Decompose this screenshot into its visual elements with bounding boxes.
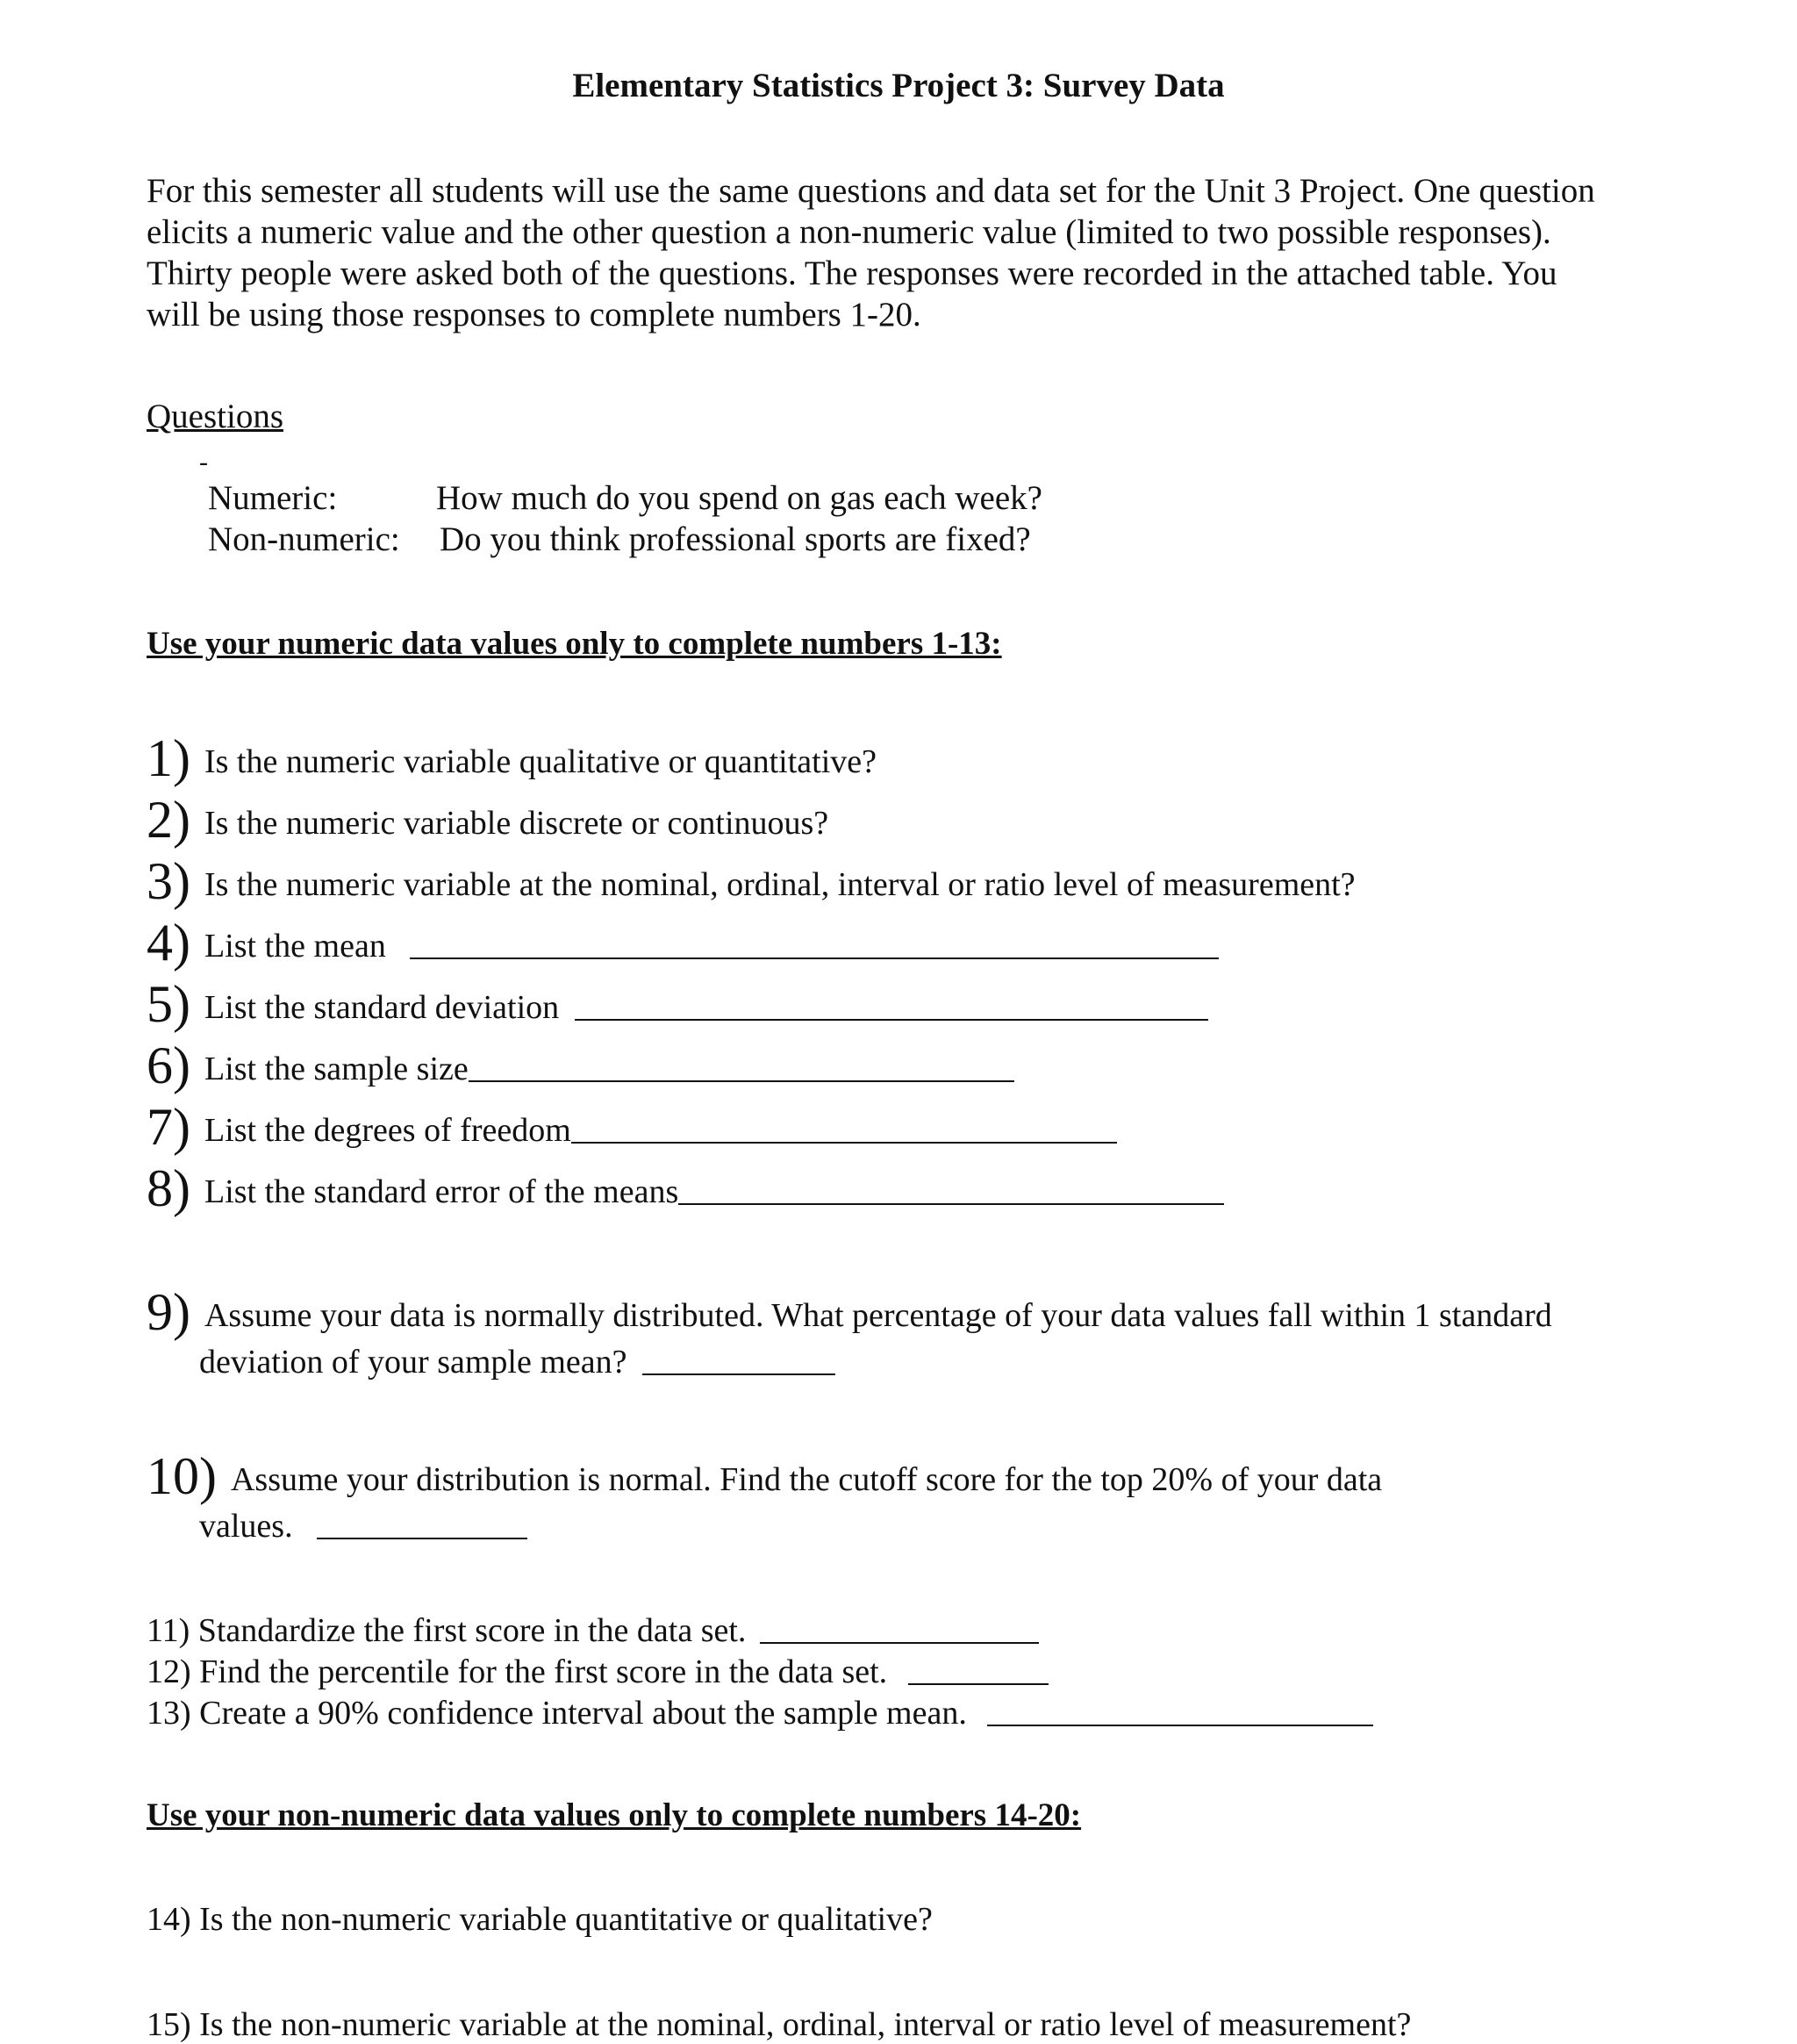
intro-line: Thirty people were asked both of the questions. The responses were recorded in the attached table. You (147, 255, 1557, 292)
question-9-continued (199, 1343, 835, 1381)
question-number: 7) (147, 1098, 190, 1156)
question-number: 3) (147, 852, 190, 910)
question-text: Is the numeric variable at the nominal, ordinal, interval or ratio level of measurement? (204, 866, 1356, 903)
intro-line: For this semester all students will use the same questions and data set for the Unit 3 Project. One question (147, 172, 1595, 210)
question-10 (147, 1446, 1382, 1507)
question-7 (147, 1097, 1117, 1158)
question-text: List the standard error of the means (204, 1173, 679, 1210)
intro-line: will be using those responses to complete numbers 1-20. (147, 296, 921, 333)
answer-blank-std-error[interactable] (678, 1177, 1224, 1205)
question-number: 4) (147, 914, 190, 972)
question-14: 14) Is the non-numeric variable quantitative or qualitative? (147, 1901, 933, 1938)
nonnumeric-heading: Use your non-numeric data values only to complete numbers 14-20: (147, 1797, 1082, 1833)
answer-blank-sample-size[interactable] (469, 1054, 1014, 1082)
intro-paragraph (147, 170, 1595, 335)
answer-blank-confidence-interval[interactable] (987, 1698, 1373, 1726)
answer-blank-percentage[interactable] (642, 1347, 835, 1375)
question-text: values. (199, 1508, 293, 1545)
question-text: List the mean (204, 928, 386, 965)
question-4 (147, 913, 1219, 973)
question-number: 10) (147, 1447, 217, 1505)
question-text: 13) Create a 90% confidence interval about the sample mean. (147, 1695, 967, 1732)
question-text: deviation of your sample mean? (199, 1344, 627, 1381)
question-text: List the sample size (204, 1051, 469, 1087)
question-text: List the degrees of freedom (204, 1112, 571, 1149)
question-1 (147, 728, 877, 789)
question-text: Assume your distribution is normal. Find the cutoff score for the top 20% of your data (230, 1461, 1383, 1498)
question-number: 5) (147, 975, 190, 1033)
answer-blank-df[interactable] (571, 1115, 1117, 1144)
answer-blank-std-dev[interactable] (575, 993, 1208, 1021)
question-2 (147, 790, 828, 850)
question-3 (147, 851, 1356, 912)
nonnumeric-label: Non-numeric: (208, 520, 400, 558)
numeric-question-text: How much do you spend on gas each week? (436, 479, 1042, 517)
question-text: Is the numeric variable discrete or continuous? (204, 805, 829, 842)
question-number: 1) (147, 729, 190, 787)
question-text: 11) Standardize the first score in the data set. (147, 1612, 747, 1649)
answer-blank-cutoff[interactable] (317, 1511, 527, 1539)
question-8 (147, 1158, 1224, 1219)
question-6 (147, 1036, 1014, 1096)
question-text: Is the numeric variable qualitative or quantitative? (204, 743, 877, 780)
question-text: List the standard deviation (204, 989, 560, 1026)
numeric-question-row (208, 478, 1042, 518)
intro-line: elicits a numeric value and the other question a non-numeric value (limited to two possible responses). (147, 213, 1551, 251)
answer-blank-percentile[interactable] (908, 1657, 1049, 1685)
page-title: Elementary Statistics Project 3: Survey Data (572, 67, 1225, 104)
question-text: Assume your data is normally distributed. What percentage of your data values fall within 1 standard (204, 1297, 1552, 1334)
question-number: 8) (147, 1159, 190, 1217)
numeric-label: Numeric: (208, 479, 338, 517)
question-number: 6) (147, 1036, 190, 1094)
answer-blank-standardize[interactable] (760, 1616, 1039, 1644)
question-9 (147, 1282, 1552, 1343)
numeric-heading: Use your numeric data values only to complete numbers 1-13: (147, 626, 1002, 662)
nonnumeric-question-text: Do you think professional sports are fixed? (440, 520, 1031, 558)
question-11 (147, 1611, 1039, 1650)
questions-label: Questions (147, 398, 283, 435)
question-15: 15) Is the non-numeric variable at the nominal, ordinal, interval or ratio level of measurement? (147, 2006, 1412, 2043)
dash-mark: - (199, 448, 208, 477)
question-number: 2) (147, 791, 190, 849)
question-13 (147, 1694, 1373, 1732)
question-12 (147, 1653, 1049, 1691)
answer-blank-mean[interactable] (410, 931, 1219, 959)
nonnumeric-question-row (208, 520, 1031, 559)
question-number: 9) (147, 1283, 190, 1341)
question-5 (147, 974, 1208, 1035)
question-10-continued (199, 1507, 527, 1546)
question-text: 12) Find the percentile for the first score in the data set. (147, 1653, 888, 1690)
